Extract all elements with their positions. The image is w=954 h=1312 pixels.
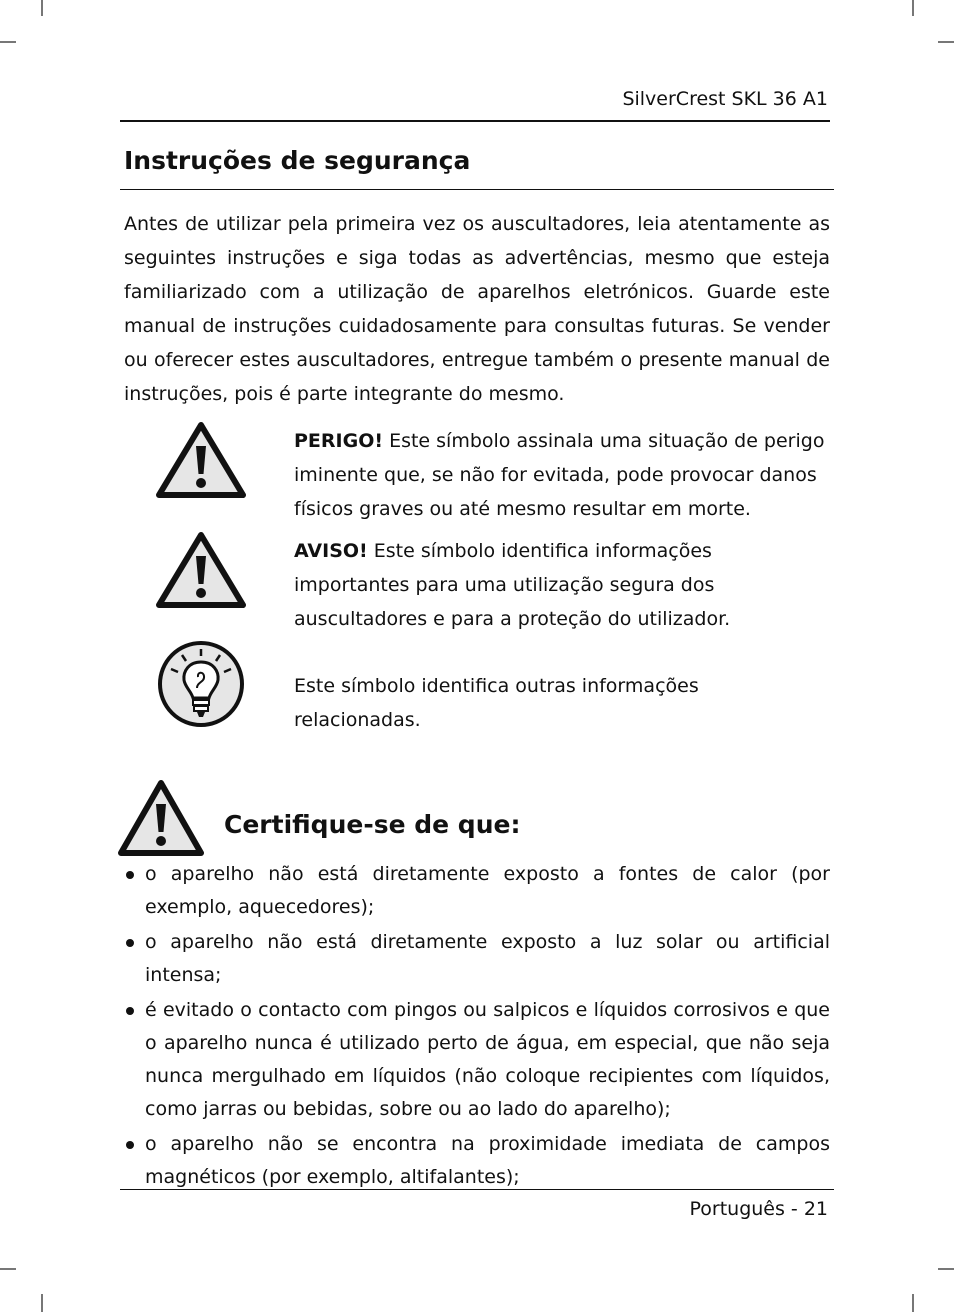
bullet-icon xyxy=(126,1007,134,1015)
crop-mark xyxy=(938,41,954,43)
danger-text: Este símbolo assinala uma situação de perigo iminente que, se não for evitada, pode provocar danos físicos graves ou até mesmo resultar em morte. xyxy=(294,430,825,520)
footer-rule xyxy=(120,1189,834,1190)
list-item: o aparelho não está diretamente exposto a luz solar ou artificial intensa; xyxy=(124,926,830,992)
header-rule xyxy=(120,120,830,122)
warning-label: AVISO! xyxy=(294,540,368,562)
warning-text: Este símbolo identifica informações importantes para uma utilização segura dos auscultadores e para a proteção do utilizador. xyxy=(294,540,731,630)
warning-icon xyxy=(156,532,246,608)
lightbulb-icon xyxy=(156,640,246,728)
list-item: o aparelho não está diretamente exposto a fontes de calor (por exemplo, aquecedores); xyxy=(124,858,830,924)
header-product-name: SilverCrest SKL 36 A1 xyxy=(622,88,828,110)
crop-mark xyxy=(41,1294,43,1312)
info-text: Este símbolo identifica outras informações relacionadas. xyxy=(294,675,699,731)
warning-icon xyxy=(156,422,246,498)
symbol-description-info xyxy=(294,669,830,737)
crop-mark xyxy=(938,1268,954,1270)
crop-mark xyxy=(0,1268,16,1270)
crop-mark xyxy=(41,0,43,16)
list-item: o aparelho não se encontra na proximidade imediata de campos magnéticos (por exemplo, altifalantes); xyxy=(124,1128,830,1194)
bullet-icon xyxy=(126,939,134,947)
crop-mark xyxy=(912,0,914,16)
symbol-description-warning xyxy=(294,534,830,636)
page-title: Instruções de segurança xyxy=(124,146,471,175)
symbol-description-danger xyxy=(294,424,830,526)
list-item: é evitado o contacto com pingos ou salpicos e líquidos corrosivos e que o aparelho nunca é utilizado perto de água, em especial, que não seja nunca mergulhado em líquidos (não coloque recipientes com líquidos, como jarras ou bebidas, sobre ou ao lado do aparelho); xyxy=(124,994,830,1126)
safety-checklist xyxy=(124,858,830,1196)
section-title: Certifique-se de que: xyxy=(224,810,521,839)
page-number: Português - 21 xyxy=(689,1198,828,1220)
title-rule xyxy=(120,189,834,190)
bullet-icon xyxy=(126,1141,134,1149)
danger-label: PERIGO! xyxy=(294,430,384,452)
bullet-icon xyxy=(126,871,134,879)
warning-icon xyxy=(118,780,204,856)
crop-mark xyxy=(0,41,16,43)
intro-paragraph: Antes de utilizar pela primeira vez os auscultadores, leia atentamente as seguintes instruções e siga todas as advertências, mesmo que esteja familiarizado com a utilização de aparelhos eletrónicos. Guarde este manual de instruções cuidadosamente para consultas futuras. Se vender ou oferecer estes auscultadores, entregue também o presente manual de instruções, pois é parte integrante do mesmo. xyxy=(124,213,830,405)
crop-mark xyxy=(912,1294,914,1312)
